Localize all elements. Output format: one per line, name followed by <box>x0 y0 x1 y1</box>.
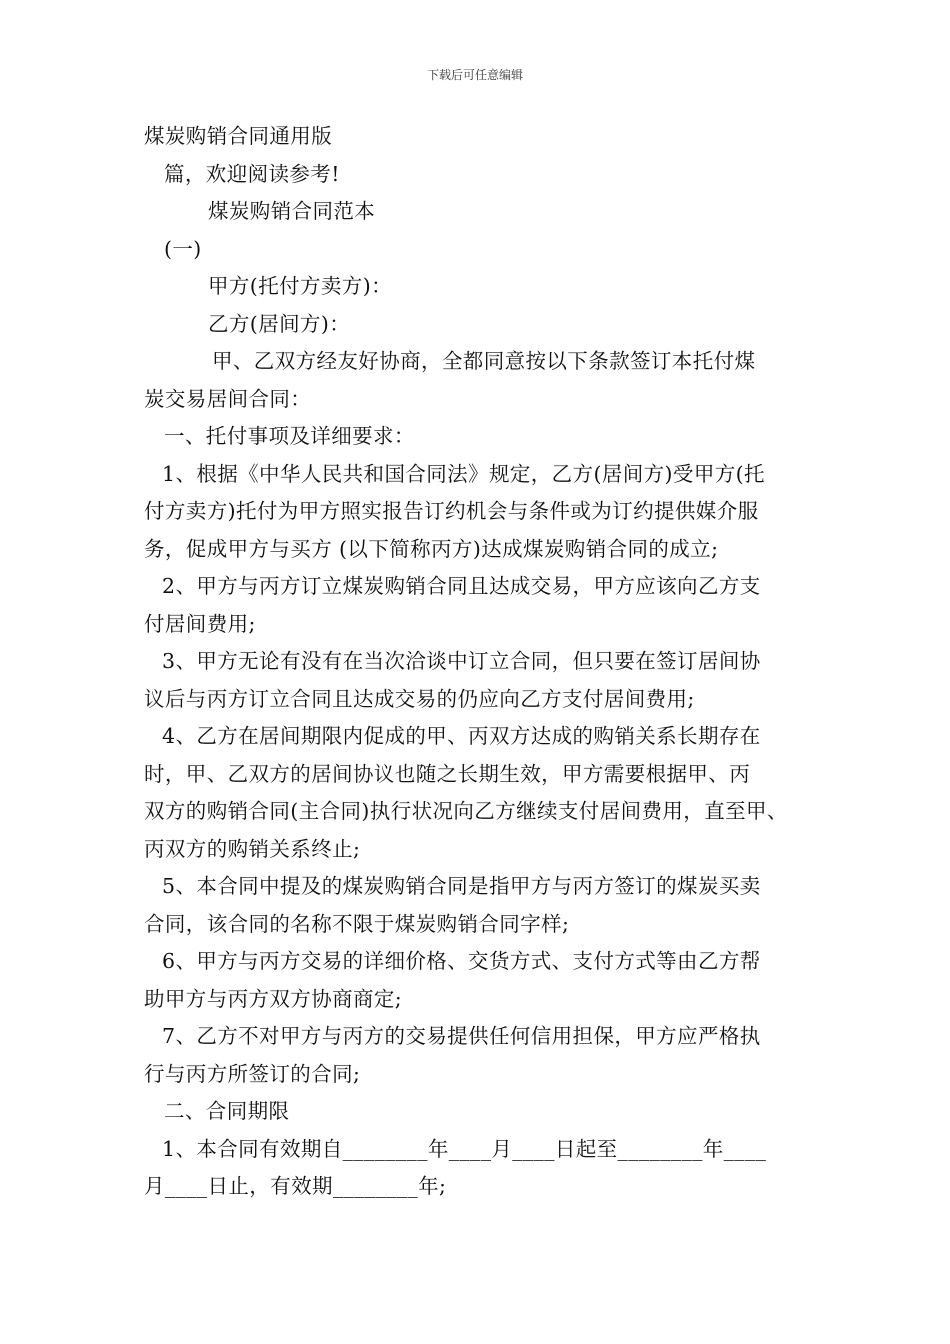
paragraph-line: 合同，该合同的名称不限于煤炭购销合同字样; <box>144 911 570 936</box>
paragraph-line: 议后与丙方订立合同且达成交易的仍应向乙方支付居间费用; <box>144 686 695 711</box>
paragraph-line: 付方卖方)托付为甲方照实报告订约机会与条件或为订约提供媒介服 <box>144 499 759 523</box>
paragraph-line: 炭交易居间合同： <box>144 386 312 411</box>
page-header: 下载后可任意编辑 <box>426 68 523 82</box>
paragraph-line: 5、本合同中提及的煤炭购销合同是指甲方与丙方签订的煤炭买卖 <box>162 874 761 898</box>
paragraph-line: 双方的购销合同(主合同)执行状况向乙方继续支付居间费用，直至甲、 <box>144 799 788 823</box>
paragraph-line: 付居间费用; <box>144 611 256 636</box>
party-a-line: 甲方(托付方卖方)： <box>208 274 392 298</box>
paragraph-line: 1、本合同有效期自________年____月____日起至________年____ <box>162 1136 767 1161</box>
paragraph-line: 丙双方的购销关系终止; <box>144 836 361 861</box>
paragraph-line: 务，促成甲方与买方 (以下简称丙方)达成煤炭购销合同的成立; <box>144 536 719 561</box>
paragraph-line: 6、甲方与丙方交易的详细价格、交货方式、支付方式等由乙方帮 <box>162 949 761 973</box>
paragraph-line: 7、乙方不对甲方与丙方的交易提供任何信用担保，甲方应严格执 <box>162 1024 761 1048</box>
document-title: 煤炭购销合同通用版 <box>144 124 333 148</box>
section-title: 煤炭购销合同范本 <box>208 199 376 223</box>
paragraph-line: 4、乙方在居间期限内促成的甲、丙双方达成的购销关系长期存在 <box>162 724 761 748</box>
clause-heading: 二、合同期限 <box>164 1099 290 1123</box>
paragraph-line: 1、根据《中华人民共和国合同法》规定，乙方(居间方)受甲方(托 <box>162 461 765 486</box>
paragraph-line: 甲、乙双方经友好协商，全都同意按以下条款签订本托付煤 <box>212 349 756 373</box>
paragraph-line: 时，甲、乙双方的居间协议也随之长期生效，甲方需要根据甲、丙 <box>144 761 751 786</box>
paragraph-line: 3、甲方无论有没有在当次洽谈中订立合同，但只要在签订居间协 <box>162 649 761 673</box>
intro-line: 篇，欢迎阅读参考! <box>164 161 340 186</box>
paragraph-line: 2、甲方与丙方订立煤炭购销合同且达成交易，甲方应该向乙方支 <box>162 574 761 598</box>
party-b-line: 乙方(居间方)： <box>208 311 351 336</box>
paragraph-line: 助甲方与丙方双方协商商定; <box>144 986 403 1011</box>
clause-heading: 一、托付事项及详细要求： <box>164 424 415 448</box>
paragraph-line: 行与丙方所签订的合同; <box>144 1061 361 1086</box>
section-number: (一) <box>164 236 202 261</box>
document-body <box>144 118 824 1206</box>
paragraph-line: 月____日止，有效期________年; <box>144 1174 447 1198</box>
